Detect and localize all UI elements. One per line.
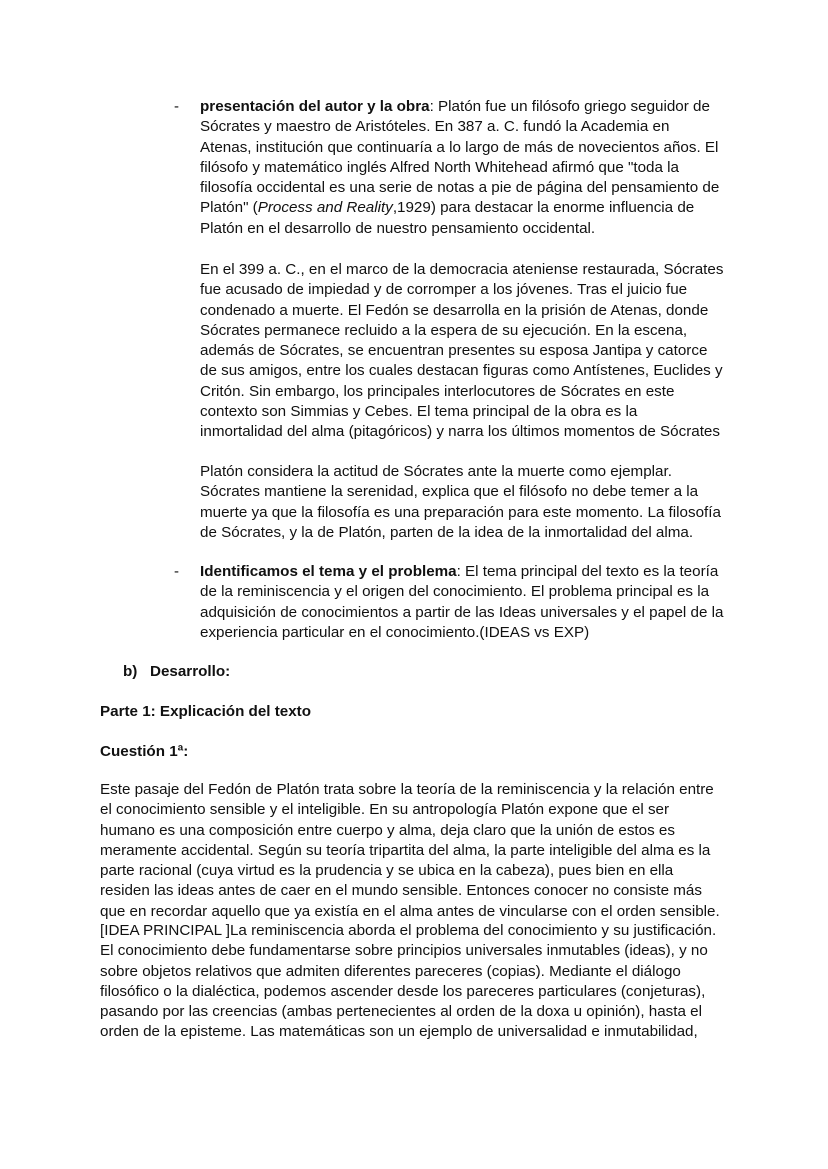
bold-lead-in: Identificamos el tema y el problema — [200, 563, 457, 580]
text-segment: Platón" ( — [200, 199, 258, 217]
text-segment: filosófico o la dialéctica, podemos ascender desde los pareceres particulares (conjeturas), — [100, 982, 706, 1000]
text-segment: Atenas, institución que continuaría a lo largo de más de novecientos años. El — [200, 138, 719, 156]
text-line — [200, 321, 723, 341]
bullet-dash: - — [174, 98, 179, 115]
text-segment: filósofo y matemático inglés Alfred North Whitehead afirmó que "toda la — [200, 158, 679, 176]
text-line — [100, 902, 720, 922]
heading-cuestion-1: Cuestión 1ª: — [100, 743, 189, 760]
text-segment: ,1929) para destacar la enorme influencia de — [392, 199, 695, 217]
bullet-dash: - — [174, 563, 179, 580]
text-segment: muerte ya que la filosofía es una preparación para este momento. La filosofía — [200, 503, 721, 521]
text-segment: El conocimiento debe fundamentarse sobre principios universales inmutables (ideas), y no — [100, 942, 708, 960]
text-line — [100, 982, 716, 1002]
text-line — [100, 962, 716, 982]
text-line — [200, 623, 723, 643]
pasaje-paragraph — [100, 780, 720, 922]
text-line — [200, 523, 721, 543]
text-line — [200, 361, 723, 381]
text-line — [200, 158, 719, 178]
text-line — [100, 861, 720, 881]
text-segment: el conocimiento sensible y el inteligible. En su antropología Platón expone que el ser — [100, 801, 670, 819]
text-line — [100, 821, 720, 841]
text-line — [200, 562, 723, 582]
text-line — [200, 482, 721, 502]
text-line — [100, 800, 720, 820]
text-segment: que en recordar aquello que ya existía en el alma antes de vincularse con el orden sensible. — [100, 902, 720, 920]
text-line — [200, 301, 723, 321]
text-line — [100, 841, 720, 861]
section-heading-desarrollo: Desarrollo: — [150, 663, 231, 680]
text-segment: orden de la episteme. Las matemáticas son un ejemplo de universalidad e inmutabilidad, — [100, 1023, 698, 1041]
text-line — [100, 941, 716, 961]
tema-paragraph — [200, 562, 723, 643]
text-segment: de Sócrates, y la de Platón, parten de la idea de la inmortalidad del alma. — [200, 523, 694, 541]
text-line — [100, 921, 716, 941]
text-line — [200, 219, 719, 239]
text-line — [200, 582, 723, 602]
text-line — [200, 178, 719, 198]
text-segment: : Platón fue un filósofo griego seguidor de — [429, 98, 710, 115]
actitud-paragraph — [200, 462, 721, 543]
text-segment: Sócrates permanece recluido a la espera de su ejecución. En la escena, — [200, 321, 688, 339]
text-line — [200, 402, 723, 422]
idea-principal-paragraph — [100, 921, 716, 1043]
text-line — [200, 503, 721, 523]
contexto-paragraph — [200, 260, 723, 443]
text-segment: Critón. Sin embargo, los principales interlocutores de Sócrates en este — [200, 382, 675, 400]
heading-parte-1: Parte 1: Explicación del texto — [100, 703, 312, 720]
text-line — [100, 1022, 716, 1042]
text-segment: adquisición de conocimientos a partir de las Ideas universales y el papel de la — [200, 603, 724, 621]
text-segment: inmortalidad del alma (pitagóricos) y narra los últimos momentos de Sócrates — [200, 423, 720, 441]
text-segment: fue acusado de impiedad y de corromper a los jóvenes. Tras el juicio fue — [200, 281, 688, 299]
text-segment: En el 399 a. C., en el marco de la democracia ateniense restaurada, Sócrates — [200, 261, 724, 278]
text-segment: meramente accidental. Según su teoría tripartita del alma, la parte inteligible del alma es la — [100, 841, 711, 859]
section-marker: b) — [123, 663, 138, 680]
presentacion-paragraph — [200, 97, 719, 239]
text-segment: contexto son Simmias y Cebes. El tema principal de la obra es la — [200, 403, 638, 421]
text-line — [100, 780, 720, 800]
text-line — [200, 603, 723, 623]
text-segment: Platón considera la actitud de Sócrates ante la muerte como ejemplar. — [200, 463, 672, 480]
text-line — [200, 198, 719, 218]
text-segment: condenado a muerte. El Fedón se desarrolla en la prisión de Atenas, donde — [200, 301, 709, 319]
text-segment: parte racional (cuya virtud es la prudencia y se ubica en la cabeza), pues bien en ella — [100, 862, 674, 880]
text-segment: experiencia particular en el conocimiento.(IDEAS vs EXP) — [200, 623, 590, 641]
text-line — [200, 462, 721, 482]
text-line — [200, 260, 723, 280]
text-segment: Sócrates y maestro de Aristóteles. En 387 a. C. fundó la Academia en — [200, 118, 670, 136]
text-segment: filosofía occidental es una serie de notas a pie de página del pensamiento de — [200, 179, 720, 197]
text-line — [200, 138, 719, 158]
text-line — [200, 280, 723, 300]
text-segment: sobre objetos relativos que admiten diferentes pareceres (copias). Mediante el diálogo — [100, 962, 681, 980]
text-segment: humano es una composición entre cuerpo y alma, deja claro que la unión de estos es — [100, 821, 675, 839]
text-segment: de la reminiscencia y el origen del conocimiento. El problema principal es la — [200, 583, 710, 601]
text-segment: además de Sócrates, se encuentran presentes su esposa Jantipa y catorce — [200, 342, 708, 360]
text-segment: Sócrates mantiene la serenidad, explica que el filósofo no debe temer a la — [200, 483, 699, 501]
text-line — [200, 382, 723, 402]
text-segment: : El tema principal del texto es la teoría — [456, 563, 719, 580]
text-line — [200, 97, 719, 117]
text-segment: residen las ideas antes de caer en el mundo sensible. Entonces conocer no consiste más — [100, 882, 702, 900]
text-segment: Este pasaje del Fedón de Platón trata sobre la teoría de la reminiscencia y la relación entre — [100, 781, 714, 798]
text-line — [200, 117, 719, 137]
text-line — [100, 1002, 716, 1022]
text-segment: pasando por las creencias (ambas pertenecientes al orden de la doxa u opinión), hasta el — [100, 1003, 702, 1021]
bold-lead-in: presentación del autor y la obra — [200, 98, 430, 115]
text-line — [200, 341, 723, 361]
text-segment: de sus amigos, entre los cuales destacan figuras como Antístenes, Euclides y — [200, 362, 723, 380]
italic-title: Process and Reality — [257, 199, 393, 217]
text-segment: Platón en el desarrollo de nuestro pensamiento occidental. — [200, 219, 596, 237]
text-segment: [IDEA PRINCIPAL ]La reminiscencia aborda el problema del conocimiento y su justificación. — [100, 922, 717, 939]
text-line — [200, 422, 723, 442]
text-line — [100, 881, 720, 901]
